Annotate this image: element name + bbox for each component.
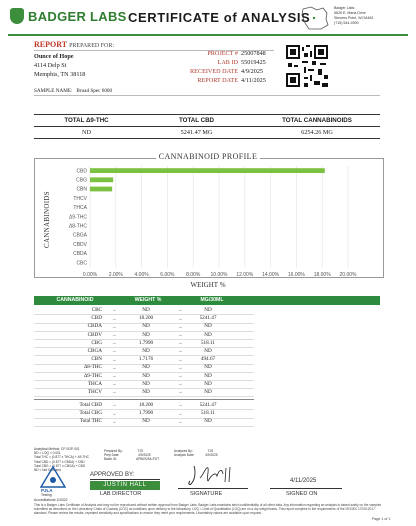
row-arrow-icon: →	[178, 364, 183, 370]
row-cannabinoid: CBN	[91, 356, 102, 363]
analysis-date-label: Analysis Date:	[174, 453, 195, 458]
qr-code-icon	[286, 45, 328, 87]
row-weight: 1.7990	[138, 339, 154, 346]
chart-title-text: CANNABINOID PROFILE	[156, 152, 261, 161]
chart-title	[0, 152, 416, 161]
row-mg: 518.11	[200, 410, 216, 417]
row-weight: ND	[142, 364, 150, 371]
prep-date-label: Prep Date:	[104, 453, 120, 458]
sample-name	[34, 88, 112, 94]
badger-logo-icon	[10, 8, 24, 24]
sample-rule	[34, 95, 380, 96]
row-weight: ND	[142, 307, 150, 313]
signed-on-rule	[270, 488, 342, 489]
client-city: Memphis, TN 38118	[34, 71, 86, 78]
row-weight: ND	[142, 418, 150, 425]
batch-id-label: Batch ID:	[104, 457, 118, 462]
x-tick-label: 6.00%	[160, 272, 175, 278]
row-cannabinoid: CBD	[91, 315, 102, 322]
col-weight-header: WEIGHT %	[134, 297, 162, 303]
client-name: Ounce of Hope	[34, 53, 74, 60]
address-line: (715) 544-4900	[334, 21, 359, 25]
approver-name: JUSTIN HALL	[90, 481, 160, 490]
row-arrow-icon: →	[178, 323, 183, 329]
lab-id-label: LAB ID	[217, 59, 238, 66]
row-divider	[34, 426, 254, 427]
x-tick-label: 4.00%	[134, 272, 149, 278]
disclaimer-text: This is a Badger Labs Certificate of Analysis and may not be reproduced without written approval from Badger Labs. Badger Labs maintains strict confidentiality of all client data. Any information regarding an analysis is based solely on the samples submitted as described on the Laboratory Chain of Custody (COC) at conditions upon delivery to the laboratory. LOQ = Limit of Quantitation (LOQ) are on a dry weight basis. This report complies to the requirements of the ISO/IEC 17025:2017 standard. Please review the results, repeated sensitivity and specifications to ensure they meet your requirements. Uncertainty values are available upon request.	[34, 503, 382, 515]
y-category-label: CBDA	[73, 251, 87, 258]
chart-y-axis-label: CANNABINOIDS	[43, 191, 51, 248]
row-arrow-icon: →	[112, 364, 117, 370]
y-category-label: CBDV	[73, 241, 87, 248]
approved-by-label: APPROVED BY:	[90, 472, 135, 478]
analysis-date-value: 4/9/2025	[205, 453, 218, 458]
total-thc-header: TOTAL Δ9-THC	[64, 117, 109, 124]
total-cbd-header: TOTAL CBD	[178, 117, 215, 124]
row-arrow-icon: →	[178, 402, 183, 408]
address-line: Stevens Point, WI 54481	[334, 16, 374, 20]
report-heading	[34, 40, 114, 49]
x-tick-label: 8.00%	[186, 272, 201, 278]
row-arrow-icon: →	[112, 410, 117, 416]
totals-mid-rule	[34, 126, 380, 127]
x-tick-label: 16.00%	[287, 272, 305, 278]
row-mg: ND	[204, 307, 212, 313]
x-tick-label: 0.00%	[82, 272, 98, 278]
x-tick-label: 2.00%	[108, 272, 123, 278]
lab-id-value: 55019425	[241, 59, 266, 66]
method-note: Total THC = (0.877 x THCA) + Δ9-THC	[34, 455, 89, 460]
col-mg-header: MG/30ML	[200, 297, 224, 303]
row-weight: 1.7176	[138, 356, 154, 363]
signed-on-date: 4/11/2025	[290, 478, 317, 484]
row-arrow-icon: →	[112, 402, 117, 408]
row-weight: ND	[142, 323, 150, 330]
method-note: Analytical Method: CP-SOP-001	[34, 447, 80, 451]
x-tick-label: 14.00%	[262, 272, 280, 278]
row-mg: ND	[204, 418, 212, 425]
y-category-label: CBD	[76, 168, 87, 175]
x-tick-label: 10.00%	[210, 272, 228, 278]
brand-name: BADGER LABS	[28, 9, 127, 24]
row-cannabinoid: Δ8-THC	[83, 364, 102, 371]
row-arrow-icon: →	[112, 340, 117, 346]
sample-name-value: Broad Spec 6000	[76, 88, 113, 94]
row-mg: ND	[204, 380, 212, 387]
project-value: 25007848	[241, 50, 266, 57]
received-date-value: 4/9/2025	[241, 68, 264, 75]
total-cannabinoids-value: 6254.26 MG	[301, 129, 333, 136]
totals-divider	[34, 399, 254, 400]
row-cannabinoid: CBGA	[87, 348, 102, 354]
row-arrow-icon: →	[178, 332, 183, 337]
totals-bottom-rule	[34, 138, 380, 139]
y-category-label: CBC	[76, 260, 87, 267]
row-arrow-icon: →	[112, 332, 117, 337]
accreditation-number: Accreditation# 115322	[34, 498, 68, 502]
client-street: 4114 Delp St	[34, 62, 67, 69]
analyzed-by-label: Analyzed By:	[174, 449, 193, 453]
row-arrow-icon: →	[112, 389, 117, 395]
cannabinoid-profile-chart	[60, 162, 370, 278]
report-date-value: 4/11/2025	[241, 77, 266, 84]
chart-x-axis-label: WEIGHT %	[190, 281, 226, 289]
signature-label: SIGNATURE	[190, 491, 223, 497]
row-cannabinoid: CBG	[91, 339, 102, 346]
row-arrow-icon: →	[112, 323, 117, 329]
row-cannabinoid: Total CBD	[79, 402, 102, 408]
row-arrow-icon: →	[178, 381, 183, 387]
row-arrow-icon: →	[178, 348, 183, 354]
row-arrow-icon: →	[178, 389, 183, 395]
prepared-by-label: Prepared By:	[104, 449, 123, 453]
prepared-by-value: TJS	[137, 449, 144, 453]
pjla-sub: Testing	[41, 493, 52, 497]
row-weight: ND	[142, 372, 150, 379]
col-cannabinoid-header: CANNABINOID	[56, 297, 94, 303]
analyzed-by-value: TJS	[207, 449, 214, 453]
y-category-label: CBGA	[72, 232, 87, 239]
row-arrow-icon: →	[178, 315, 183, 321]
row-arrow-icon: →	[178, 418, 183, 424]
y-category-label: Δ9-THC	[68, 214, 87, 221]
row-mg: ND	[204, 364, 212, 371]
prep-date-value: 4/9/2025	[138, 453, 151, 458]
x-tick-label: 18.00%	[313, 272, 331, 278]
row-mg: 5241.47	[199, 315, 217, 322]
profile-bar	[90, 177, 113, 182]
total-thc-value: ND	[82, 129, 91, 136]
x-tick-label: 12.00%	[236, 272, 254, 278]
total-cannabinoids-header: TOTAL CANNABINOIDS	[282, 117, 352, 124]
row-cannabinoid: Total THC	[79, 418, 102, 425]
row-arrow-icon: →	[112, 418, 117, 424]
y-category-label: CBG	[76, 177, 87, 184]
row-arrow-icon: →	[112, 356, 117, 362]
header-divider	[8, 34, 408, 36]
page-number: Page 1 of 1	[372, 517, 391, 521]
received-date-label: RECEIVED DATE	[190, 68, 238, 75]
row-arrow-icon: →	[178, 410, 183, 416]
profile-bar	[90, 187, 112, 192]
row-cannabinoid: THCV	[87, 389, 102, 395]
signature-rule	[178, 488, 248, 489]
row-arrow-icon: →	[112, 373, 117, 378]
row-weight: ND	[142, 348, 150, 354]
row-mg: ND	[204, 331, 212, 338]
x-tick-label: 20.00%	[339, 272, 357, 278]
signature-image	[186, 462, 238, 488]
row-mg: ND	[204, 323, 212, 330]
row-weight: 18.200	[138, 315, 154, 322]
profile-bar	[90, 168, 325, 173]
lab-address	[334, 6, 414, 26]
row-cannabinoid: CBDA	[87, 323, 102, 330]
address-line: 5626 E. Maria Drive	[334, 11, 366, 15]
analysis-notes	[174, 449, 218, 457]
row-arrow-icon: →	[112, 307, 117, 313]
row-cannabinoid: CBC	[91, 307, 102, 313]
row-arrow-icon: →	[178, 356, 183, 362]
method-note: Total CBD = (0.877 x CBDA) + CBD	[34, 459, 85, 464]
y-category-label: CBN	[76, 186, 87, 193]
row-mg: 494.67	[200, 356, 216, 363]
row-arrow-icon: →	[178, 340, 183, 346]
row-mg: 518.11	[200, 339, 216, 346]
prep-notes	[104, 449, 159, 462]
row-weight: ND	[142, 331, 150, 338]
y-category-label: THCA	[73, 205, 87, 212]
row-mg: ND	[204, 389, 212, 395]
total-cbd-value: 5241.47 MG	[180, 129, 213, 136]
row-weight: ND	[142, 380, 150, 387]
row-mg: ND	[204, 372, 212, 379]
row-arrow-icon: →	[112, 348, 117, 354]
sample-name-label: SAMPLE NAME:	[34, 88, 73, 94]
row-cannabinoid: Δ9-THC	[83, 372, 102, 379]
approver-role: LAB DIRECTOR	[100, 491, 142, 497]
method-note: ND = Not Detected	[34, 468, 61, 473]
row-cannabinoid: THCA	[87, 380, 102, 387]
address-line: Badger Labs	[334, 6, 355, 10]
row-weight: 1.7990	[138, 410, 154, 417]
pjla-label: PJLA	[41, 488, 53, 493]
prepared-for-label: PREPARED FOR:	[69, 43, 115, 49]
row-mg: ND	[204, 348, 212, 354]
totals-top-rule	[34, 114, 380, 115]
approved-rule	[90, 479, 160, 480]
row-weight: ND	[142, 389, 150, 395]
method-note: ND = LOQ < 0.001	[34, 451, 61, 456]
report-rule	[34, 50, 274, 51]
row-divider	[34, 396, 254, 397]
batch-id-value: APB0925A-POT	[136, 457, 160, 462]
row-arrow-icon: →	[178, 373, 183, 378]
row-arrow-icon: →	[178, 307, 183, 313]
signed-on-label: SIGNED ON	[286, 491, 318, 497]
report-date-label: REPORT DATE	[197, 77, 238, 84]
report-label: REPORT	[34, 40, 68, 49]
row-weight: 18.200	[138, 402, 154, 408]
row-cannabinoid: CBDV	[87, 331, 102, 338]
row-mg: 5241.47	[199, 402, 217, 408]
document-title: CERTIFICATE of ANALYSIS	[128, 10, 311, 25]
pjla-logo-icon	[40, 466, 66, 488]
row-cannabinoid: Total CBG	[79, 410, 102, 417]
wisconsin-map-icon	[297, 5, 335, 31]
row-arrow-icon: →	[112, 381, 117, 387]
row-arrow-icon: →	[112, 315, 117, 321]
project-label: PROJECT #	[207, 50, 238, 57]
y-category-label: THCV	[73, 195, 87, 202]
method-note: Total CBG = (0.877 x CBGA) + CBG	[34, 463, 86, 468]
y-category-label: Δ8-THC	[68, 223, 87, 230]
